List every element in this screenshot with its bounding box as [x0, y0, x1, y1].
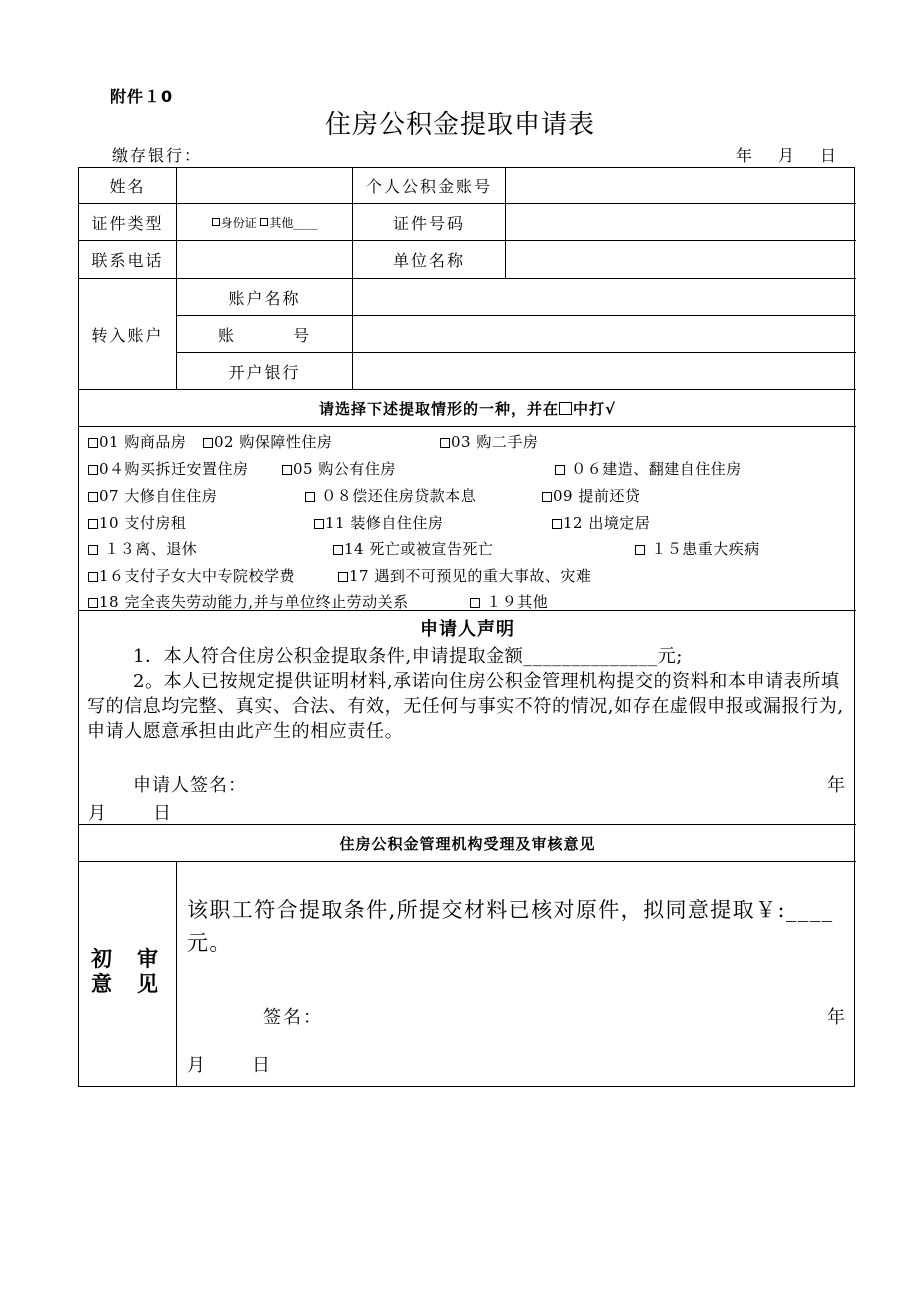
attachment-number: 附件１0 [110, 87, 174, 106]
unit-field[interactable] [506, 241, 855, 278]
application-form [78, 167, 855, 1087]
header-date [736, 143, 836, 166]
declaration-day: 日 [153, 803, 172, 824]
declaration-year: 年 [827, 775, 846, 796]
header-day: 日 [820, 146, 837, 165]
declaration-month: 月 [88, 803, 107, 824]
option-08[interactable]: ０８偿还住房贷款本息 [305, 485, 476, 506]
option-15[interactable]: １５患重大疾病 [635, 538, 760, 559]
declaration-item-2: 2。本人已按规定提供证明材料,承诺向住房公积金管理机构提交的资料和本申请表所填写的信息均完整、真实、合法、有效，无任何与事实不符的情况,如存在虚假申报或漏报行为,申请人愿意承担由此产生的相应责任。 [87, 671, 844, 742]
initial-review-label-1: 初 审 [91, 947, 160, 971]
checkbox-icon [559, 402, 572, 415]
review-year: 年 [827, 1007, 846, 1028]
name-field[interactable] [177, 168, 352, 203]
option-19[interactable]: １９其他 [470, 591, 548, 612]
account-label: 个人公积金账号 [365, 177, 492, 196]
review-opinion: 该职工符合提取条件,所提交材料已核对原件，拟同意提取￥:____元。 [187, 898, 834, 955]
account-name-label: 账户名称 [228, 288, 301, 308]
phone-label: 联系电话 [91, 251, 164, 270]
reviewer-sign-label: 签名： [263, 1007, 323, 1028]
option-14[interactable]: 14 死亡或被宣告死亡 [333, 538, 493, 559]
review-heading: 住房公积金管理机构受理及审核意见 [339, 834, 596, 853]
phone-field[interactable] [177, 241, 352, 278]
option-10[interactable]: 10 支付房租 [88, 512, 186, 533]
opening-bank-field[interactable] [353, 353, 855, 389]
id-card-checkbox[interactable] [212, 218, 220, 226]
option-02[interactable]: 02 购保障性住房 [203, 431, 332, 452]
id-card-option: 身份证 [220, 215, 257, 230]
option-04[interactable]: 0４购买拆迁安置住房 [88, 458, 249, 479]
applicant-sign-label: 申请人签名： [133, 775, 247, 796]
initial-review-label-2: 意 见 [91, 972, 160, 996]
id-type-label: 证件类型 [91, 213, 164, 233]
id-type-options [177, 204, 352, 240]
transfer-account-label: 转入账户 [91, 325, 164, 345]
review-day: 日 [252, 1055, 271, 1076]
other-id-checkbox[interactable] [260, 218, 268, 226]
opening-bank-label: 开户银行 [228, 362, 301, 382]
name-label: 姓名 [109, 177, 146, 196]
option-13[interactable]: １３离、退休 [88, 538, 197, 559]
declaration-heading: 申请人声明 [420, 619, 515, 640]
option-06[interactable]: ０６建造、翻建自住住房 [555, 458, 742, 479]
option-11[interactable]: 11 装修自住住房 [314, 512, 443, 533]
header-year: 年 [736, 146, 753, 165]
unit-label: 单位名称 [392, 251, 465, 270]
option-05[interactable]: 05 购公有住房 [282, 458, 396, 479]
account-number-field[interactable] [353, 316, 855, 352]
instruction-row [79, 390, 856, 426]
bank-label: 缴存银行： [112, 146, 203, 165]
instruction-tail: 中打√ [573, 399, 617, 418]
account-number-label: 账 号 [217, 325, 312, 345]
id-number-field[interactable] [506, 204, 855, 240]
id-number-label: 证件号码 [392, 213, 465, 233]
page-title: 住房公积金提取申请表 [324, 110, 595, 140]
option-09[interactable]: 09 提前还贷 [542, 485, 640, 506]
other-id-option: 其他____ [269, 215, 318, 230]
option-07[interactable]: 07 大修自住住房 [88, 485, 217, 506]
review-month: 月 [187, 1055, 206, 1076]
account-field[interactable] [506, 168, 855, 203]
option-01[interactable]: 01 购商品房 [88, 431, 186, 452]
option-03[interactable]: 03 购二手房 [440, 431, 538, 452]
declaration-item-1: 1．本人符合住房公积金提取条件,申请提取金额______________元; [133, 646, 684, 667]
account-name-field[interactable] [353, 279, 855, 315]
instruction-text: 请选择下述提取情形的一种，并在 [318, 399, 559, 418]
header-month: 月 [778, 146, 795, 165]
option-18[interactable]: 18 完全丧失劳动能力,并与单位终止劳动关系 [88, 591, 409, 612]
option-17[interactable]: 17 遇到不可预见的重大事故、灾难 [338, 565, 591, 586]
option-12[interactable]: 12 出境定居 [552, 512, 650, 533]
option-16[interactable]: 1６支付子女大中专院校学费 [88, 565, 295, 586]
